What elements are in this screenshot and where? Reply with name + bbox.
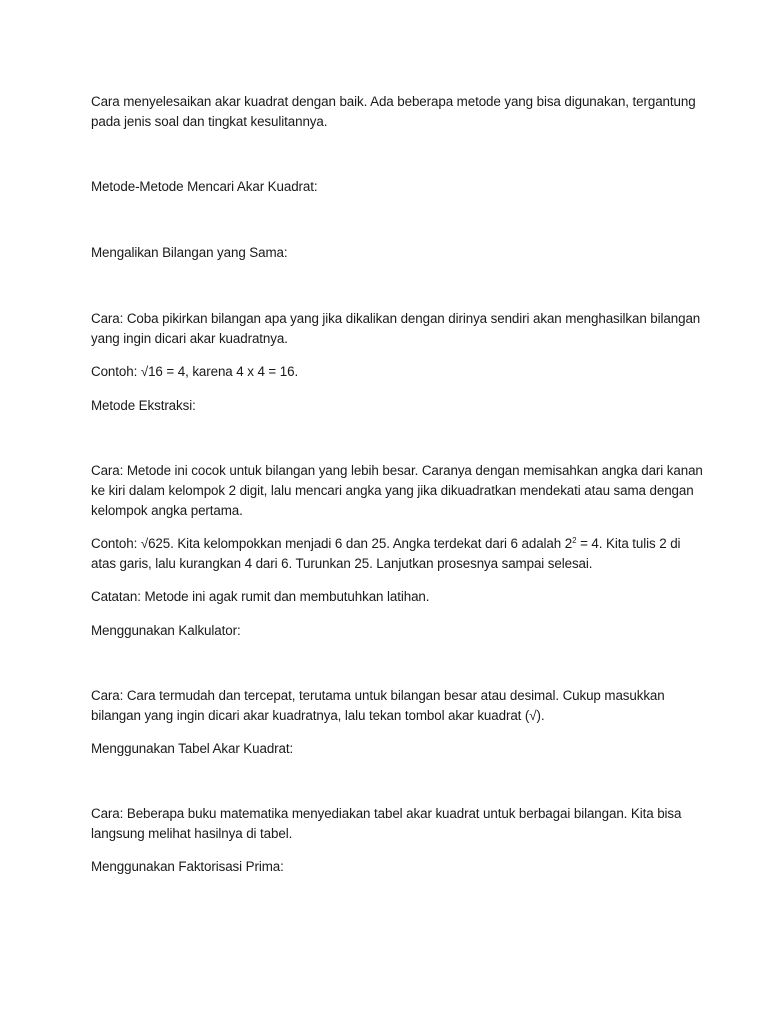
- calculator-method-paragraph: [91, 686, 681, 726]
- extraction-method-paragraph: [91, 461, 703, 521]
- text-line: [91, 534, 681, 554]
- text-line: Catatan: Metode ini agak rumit dan membutuhkan latihan.: [91, 589, 430, 604]
- extraction-example-paragraph: [91, 534, 681, 574]
- text-line: langsung melihat hasilnya di tabel.: [91, 826, 293, 841]
- multiply-example-paragraph: [91, 362, 681, 382]
- superscript: 2: [572, 536, 577, 545]
- extraction-note-paragraph: [91, 587, 681, 607]
- text-line: Cara: Metode ini cocok untuk bilangan yang lebih besar. Caranya dengan memisahkan angka dari kanan: [91, 463, 703, 478]
- text-line: Contoh: √16 = 4, karena 4 x 4 = 16.: [91, 364, 299, 379]
- table-method-paragraph: [91, 804, 681, 844]
- text-line: Cara menyelesaikan akar kuadrat dengan baik. Ada beberapa metode yang bisa digunakan, tergantung: [91, 94, 696, 109]
- text-line: atas garis, lalu kurangkan 4 dari 6. Turunkan 25. Lanjutkan prosesnya sampai selesai.: [91, 556, 593, 571]
- heading-text: Mengalikan Bilangan yang Sama:: [91, 245, 288, 260]
- heading-prime: [91, 857, 681, 877]
- heading-text: Menggunakan Tabel Akar Kuadrat:: [91, 741, 294, 756]
- text-line: Cara: Coba pikirkan bilangan apa yang jika dikalikan dengan dirinya sendiri akan menghasilkan bilangan: [91, 311, 701, 326]
- intro-paragraph: [91, 92, 696, 132]
- heading-text: Menggunakan Faktorisasi Prima:: [91, 859, 284, 874]
- heading-methods: [91, 177, 681, 197]
- heading-calculator: [91, 621, 681, 641]
- heading-text: Metode-Metode Mencari Akar Kuadrat:: [91, 179, 318, 194]
- heading-table: [91, 739, 681, 759]
- heading-extraction: [91, 396, 681, 416]
- text-line: ke kiri dalam kelompok 2 digit, lalu mencari angka yang jika dikuadratkan mendekati atau sama dengan: [91, 483, 694, 498]
- text-line: pada jenis soal dan tingkat kesulitannya.: [91, 114, 328, 129]
- heading-multiply: [91, 243, 681, 263]
- heading-text: Metode Ekstraksi:: [91, 398, 196, 413]
- text-line: yang ingin dicari akar kuadratnya.: [91, 331, 288, 346]
- text-segment: = 4. Kita tulis 2 di: [576, 536, 681, 551]
- text-line: Cara: Beberapa buku matematika menyediakan tabel akar kuadrat untuk berbagai bilangan. Kita bisa: [91, 806, 682, 821]
- heading-text: Menggunakan Kalkulator:: [91, 623, 241, 638]
- text-line: Cara: Cara termudah dan tercepat, terutama untuk bilangan besar atau desimal. Cukup masukkan: [91, 688, 665, 703]
- multiply-method-paragraph: [91, 309, 701, 349]
- text-segment: Contoh: √625. Kita kelompokkan menjadi 6 dan 25. Angka terdekat dari 6 adalah 2: [91, 536, 573, 551]
- text-line: kelompok angka pertama.: [91, 503, 243, 518]
- text-line: bilangan yang ingin dicari akar kuadratnya, lalu tekan tombol akar kuadrat (√).: [91, 708, 545, 723]
